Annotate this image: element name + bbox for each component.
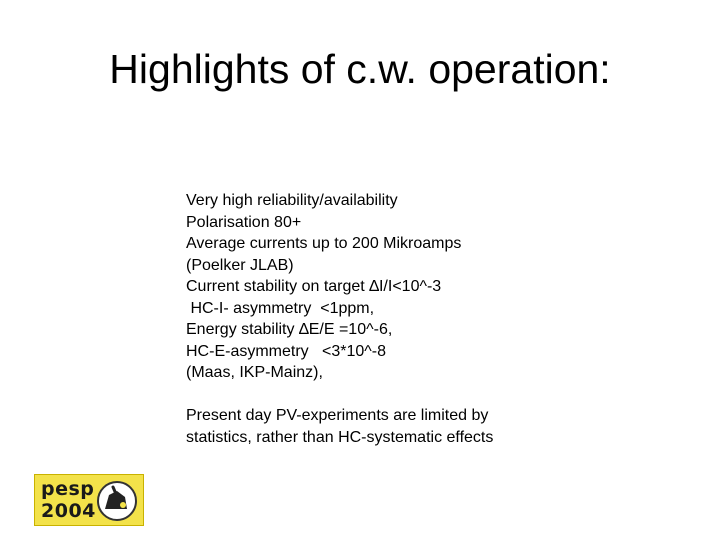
- body-line: (Poelker JLAB): [186, 256, 294, 274]
- closing-line: Present day PV-experiments are limited by: [186, 407, 489, 424]
- body-line: HC-I- asymmetry <1ppm,: [186, 299, 375, 317]
- conference-logo: [34, 474, 144, 526]
- body-line: Average currents up to 200 Mikroamps: [186, 235, 462, 252]
- logo-text-year: 2004: [41, 500, 96, 522]
- slide-body: [186, 190, 686, 448]
- paragraph-gap: [186, 384, 686, 406]
- body-line: Current stability on target ∆I/I<10^-3: [186, 278, 442, 295]
- slide-title: Highlights of c.w. operation:: [109, 46, 611, 92]
- body-line: Very high reliability/availability: [186, 192, 398, 209]
- logo-text-pesp: pesp: [41, 478, 95, 500]
- body-line: Polarisation 80+: [186, 213, 302, 231]
- body-line: (Maas, IKP-Mainz),: [186, 364, 323, 381]
- closing-line: statistics, rather than HC-systematic effects: [186, 428, 494, 446]
- body-line: HC-E-asymmetry <3*10^-8: [186, 342, 386, 360]
- logo-mark-icon: [95, 479, 139, 523]
- body-line: Energy stability ∆E/E =10^-6,: [186, 321, 393, 338]
